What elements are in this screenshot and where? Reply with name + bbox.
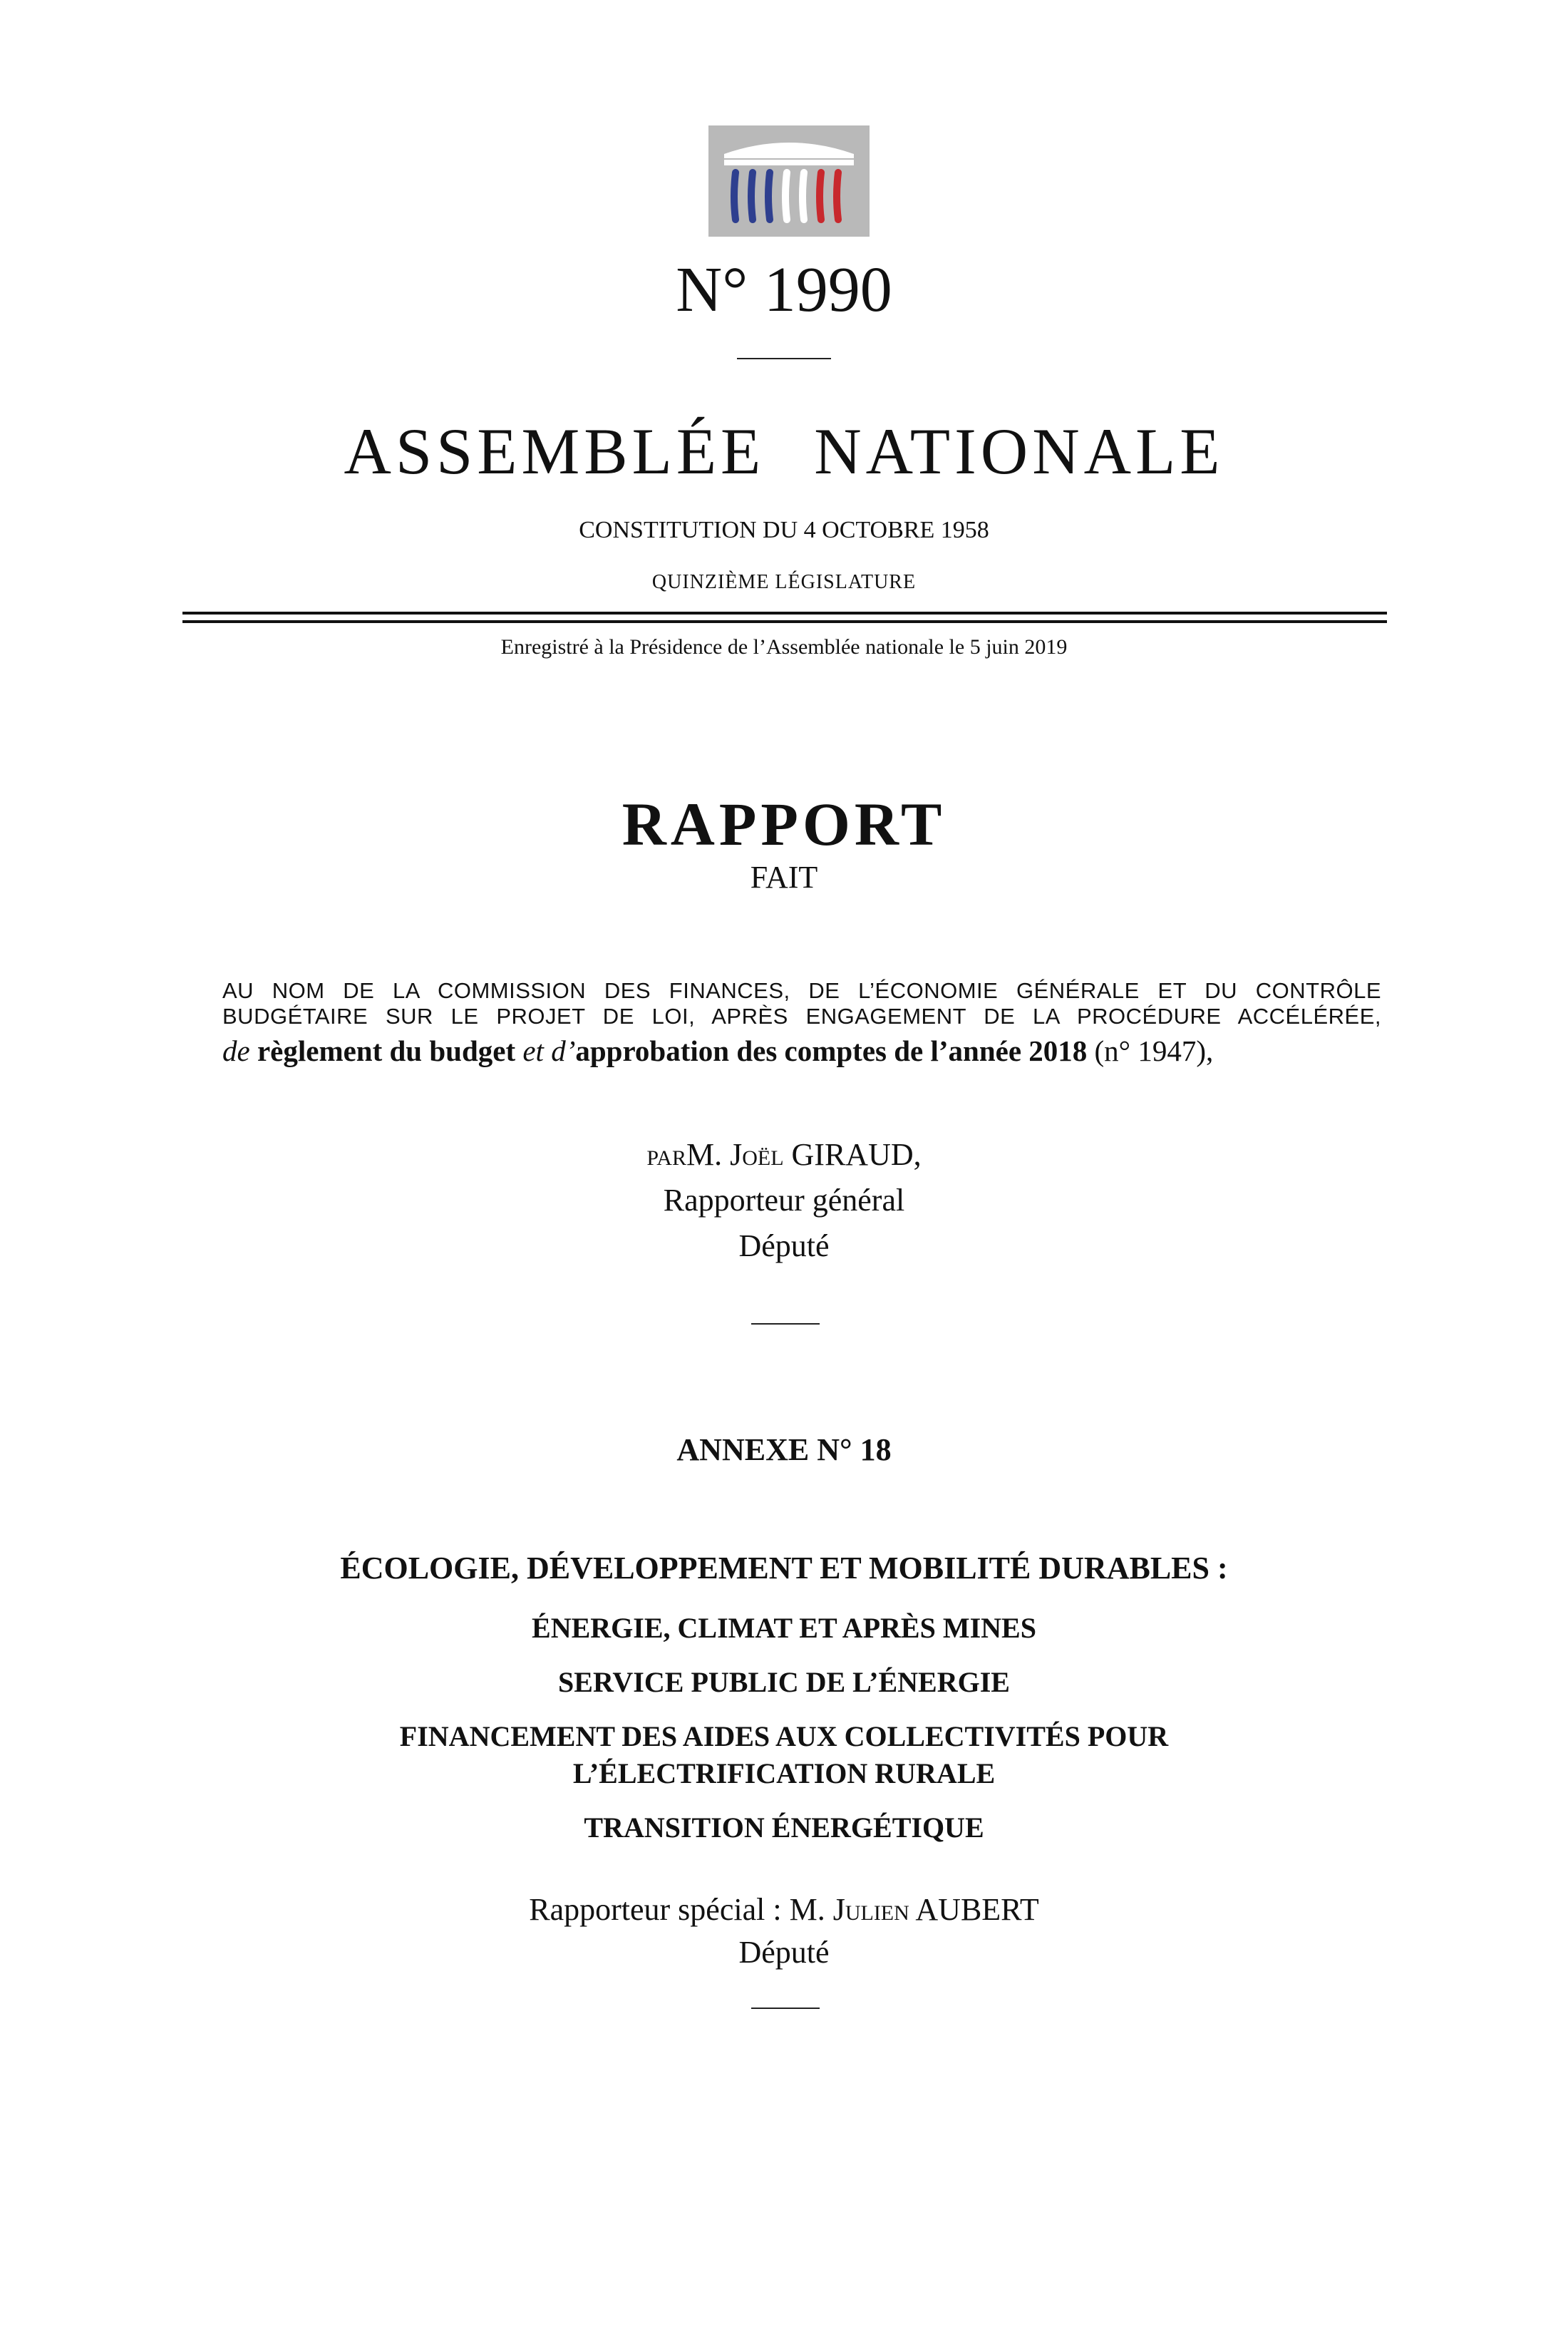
bill-et: et d’ <box>522 1034 576 1067</box>
bill-reference: (n° 1947), <box>1094 1034 1214 1067</box>
report-title: RAPPORT <box>621 790 947 858</box>
bill-de: de <box>222 1034 250 1067</box>
special-rapporteur-line <box>0 1889 1568 1934</box>
programme-item-continuation: L’ÉLECTRIFICATION RURALE <box>572 1757 996 1789</box>
author-prefix: M. J <box>686 1137 743 1172</box>
programme-item: TRANSITION ÉNERGÉTIQUE <box>584 1811 984 1844</box>
commission-line-2: BUDGÉTAIRE SUR LE PROJET DE LOI, APRÈS ENGAGEMENT DE LA PROCÉDURE ACCÉLÉRÉE, <box>222 1004 1381 1029</box>
special-firstname: ULIEN <box>845 1901 909 1925</box>
commission-line-1: AU NOM DE LA COMMISSION DES FINANCES, DE L’ÉCONOMIE GÉNÉRALE ET DU CONTRÔLE <box>222 978 1381 1003</box>
author-firstname: OËL <box>742 1146 784 1170</box>
annex-label: ANNEXE N° 18 <box>676 1432 892 1467</box>
author-line <box>0 1134 1568 1180</box>
special-lastname: AUBERT <box>915 1892 1039 1927</box>
author-lastname: GIRAUD, <box>791 1137 922 1172</box>
document-number: N° 1990 <box>676 255 892 325</box>
assemblee-nationale-logo <box>708 125 870 237</box>
registration-line: Enregistré à la Présidence de l’Assemblée nationale le 5 juin 2019 <box>500 635 1068 659</box>
special-prefix: Rapporteur spécial : M. J <box>529 1892 845 1927</box>
programme-item: FINANCEMENT DES AIDES AUX COLLECTIVITÉS POUR <box>399 1720 1169 1752</box>
report-subtitle: FAIT <box>750 860 818 895</box>
commission-text <box>222 978 1381 1029</box>
programme-item: ÉNERGIE, CLIMAT ET APRÈS MINES <box>532 1612 1036 1644</box>
bill-title-line <box>222 1032 1434 1069</box>
double-divider <box>182 612 1387 623</box>
par-label: PAR <box>646 1146 686 1170</box>
special-title: Député <box>738 1935 830 1970</box>
author-title: Député <box>738 1228 830 1263</box>
short-divider <box>751 1323 820 1325</box>
author-role: Rapporteur général <box>663 1183 905 1218</box>
bill-approbation: approbation des comptes de l’année 2018 <box>575 1034 1088 1067</box>
short-divider <box>751 2008 820 2009</box>
legislature-line: QUINZIÈME LÉGISLATURE <box>651 571 917 593</box>
programme-item: SERVICE PUBLIC DE L’ÉNERGIE <box>558 1666 1010 1698</box>
constitution-line: CONSTITUTION DU 4 OCTOBRE 1958 <box>579 517 989 543</box>
bill-reglement: règlement du budget <box>257 1034 516 1067</box>
institution-title: ASSEMBLÉE NATIONALE <box>344 415 1224 488</box>
short-divider <box>737 358 831 359</box>
mission-title: ÉCOLOGIE, DÉVELOPPEMENT ET MOBILITÉ DURABLES : <box>340 1551 1228 1585</box>
